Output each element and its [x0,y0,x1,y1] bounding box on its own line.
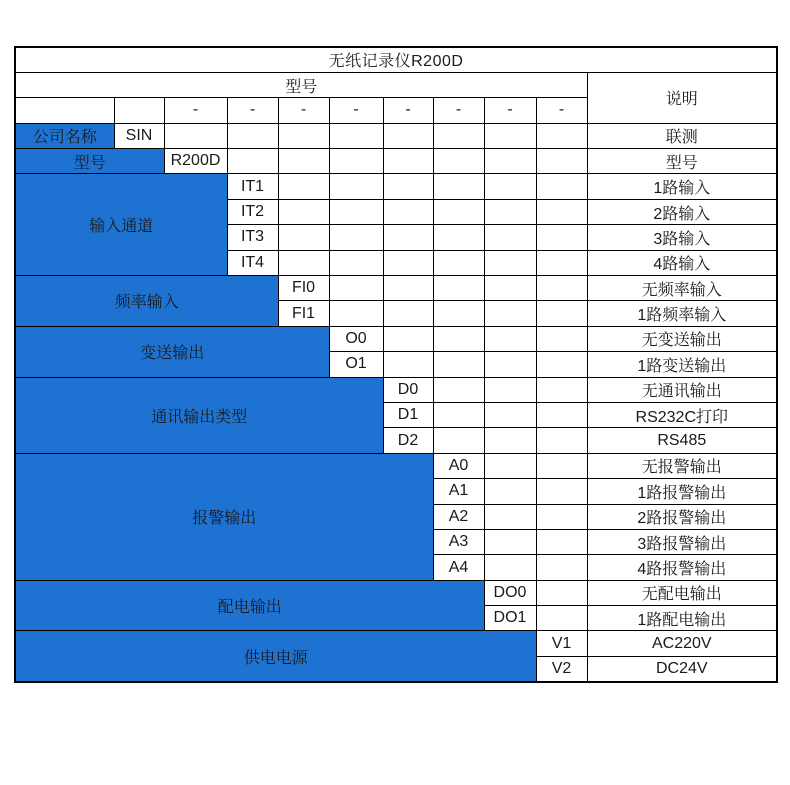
table-row [15,276,777,301]
option-code: V2 [536,656,587,681]
empty-cell [278,250,329,275]
section-label: 输入通道 [15,174,227,276]
empty-cell [536,377,587,402]
empty-cell [433,174,484,199]
empty-cell [536,504,587,529]
empty-cell [278,174,329,199]
empty-cell [484,504,536,529]
empty-cell [433,225,484,250]
empty-cell [278,149,329,174]
empty-cell [484,479,536,504]
option-desc: 无频率输入 [587,276,777,301]
option-code: IT3 [227,225,278,250]
option-code: O0 [329,326,383,351]
empty-cell [383,174,433,199]
empty-cell [433,326,484,351]
section-label: 通讯输出类型 [15,377,383,453]
option-desc: 无变送输出 [587,326,777,351]
option-desc: 1路变送输出 [587,352,777,377]
option-code: A1 [433,479,484,504]
option-code: FI0 [278,276,329,301]
section-label: 配电输出 [15,580,484,631]
empty-cell [227,123,278,148]
empty-cell [329,174,383,199]
option-desc: 1路输入 [587,174,777,199]
option-desc: 1路配电输出 [587,606,777,631]
empty-cell [536,199,587,224]
empty-cell [536,479,587,504]
empty-cell [484,123,536,148]
empty-cell [433,402,484,427]
option-desc: 无配电输出 [587,580,777,605]
empty-cell [278,123,329,148]
empty-cell [536,250,587,275]
option-code: D0 [383,377,433,402]
description-header: 说明 [587,72,777,123]
empty-cell [383,301,433,326]
option-desc: 3路报警输出 [587,529,777,554]
option-desc: 无报警输出 [587,453,777,478]
company-code: SIN [114,123,164,148]
section-label: 报警输出 [15,453,433,580]
table-row [15,174,777,199]
empty-cell [278,199,329,224]
empty-cell [329,123,383,148]
empty-cell [536,149,587,174]
option-code: DO0 [484,580,536,605]
option-code: IT4 [227,250,278,275]
option-desc: 4路输入 [587,250,777,275]
option-code: DO1 [484,606,536,631]
model-selection-table [14,46,778,683]
option-code: A0 [433,453,484,478]
company-desc: 联测 [587,123,777,148]
empty-cell [383,326,433,351]
option-code: IT2 [227,199,278,224]
model-label: 型号 [15,149,164,174]
option-code: D2 [383,428,433,453]
empty-cell [484,199,536,224]
table-row [15,123,777,148]
empty-cell [536,529,587,554]
option-desc: 3路输入 [587,225,777,250]
option-desc: AC220V [587,631,777,656]
empty-cell [433,352,484,377]
empty-cell [164,123,227,148]
option-code: A3 [433,529,484,554]
section-label: 供电电源 [15,631,536,682]
empty-cell [433,250,484,275]
model-code: R200D [164,149,227,174]
empty-cell [433,301,484,326]
empty-cell [227,149,278,174]
empty-cell [536,555,587,580]
empty-cell [329,301,383,326]
option-code: A4 [433,555,484,580]
empty-cell [484,301,536,326]
dash-separator-cell: - [484,98,536,123]
empty-cell [433,149,484,174]
empty-cell [383,225,433,250]
dash-separator-cell: - [278,98,329,123]
empty-cell [383,123,433,148]
empty-cell [484,453,536,478]
empty-cell [484,377,536,402]
option-code: A2 [433,504,484,529]
table-title: 无纸记录仪R200D [15,47,777,72]
empty-cell [536,402,587,427]
dash-separator-cell: - [383,98,433,123]
table-row [15,149,777,174]
empty-cell [484,428,536,453]
model-desc: 型号 [587,149,777,174]
model-header: 型号 [15,72,587,97]
table-body [15,47,777,682]
empty-cell [536,301,587,326]
empty-cell [536,326,587,351]
table-row [15,72,777,97]
empty-cell [383,149,433,174]
empty-cell [329,199,383,224]
empty-cell [536,580,587,605]
empty-cell [329,225,383,250]
empty-cell [536,123,587,148]
empty-cell [536,174,587,199]
empty-cell [484,250,536,275]
dash-separator-cell: - [227,98,278,123]
empty-cell [15,98,114,123]
empty-cell [433,428,484,453]
section-label: 变送输出 [15,326,329,377]
empty-cell [383,352,433,377]
option-desc: 4路报警输出 [587,555,777,580]
empty-cell [484,326,536,351]
option-desc: RS485 [587,428,777,453]
empty-cell [484,149,536,174]
option-desc: DC24V [587,656,777,681]
table-row [15,377,777,402]
table-row [15,453,777,478]
dash-separator-cell: - [164,98,227,123]
empty-cell [329,250,383,275]
option-desc: 2路输入 [587,199,777,224]
empty-cell [278,225,329,250]
section-label: 频率输入 [15,276,278,327]
empty-cell [329,276,383,301]
empty-cell [383,199,433,224]
table-row [15,47,777,72]
table-row [15,580,777,605]
option-desc: RS232C打印 [587,402,777,427]
table-row [15,326,777,351]
empty-cell [383,276,433,301]
empty-cell [383,250,433,275]
table-row [15,631,777,656]
option-desc: 无通讯输出 [587,377,777,402]
dash-separator-cell: - [433,98,484,123]
empty-cell [484,276,536,301]
empty-cell [484,225,536,250]
option-code: IT1 [227,174,278,199]
empty-cell [433,377,484,402]
empty-cell [484,174,536,199]
empty-cell [536,276,587,301]
empty-cell [329,149,383,174]
option-code: O1 [329,352,383,377]
company-name-label: 公司名称 [15,123,114,148]
empty-cell [484,555,536,580]
dash-separator-cell: - [536,98,587,123]
empty-cell [536,225,587,250]
dash-separator-cell: - [329,98,383,123]
empty-cell [114,98,164,123]
option-desc: 1路报警输出 [587,479,777,504]
option-desc: 1路频率输入 [587,301,777,326]
empty-cell [433,199,484,224]
empty-cell [536,352,587,377]
empty-cell [536,428,587,453]
empty-cell [536,453,587,478]
empty-cell [433,276,484,301]
option-desc: 2路报警输出 [587,504,777,529]
empty-cell [484,402,536,427]
empty-cell [484,529,536,554]
option-code: FI1 [278,301,329,326]
empty-cell [536,606,587,631]
empty-cell [484,352,536,377]
option-code: D1 [383,402,433,427]
option-code: V1 [536,631,587,656]
empty-cell [433,123,484,148]
